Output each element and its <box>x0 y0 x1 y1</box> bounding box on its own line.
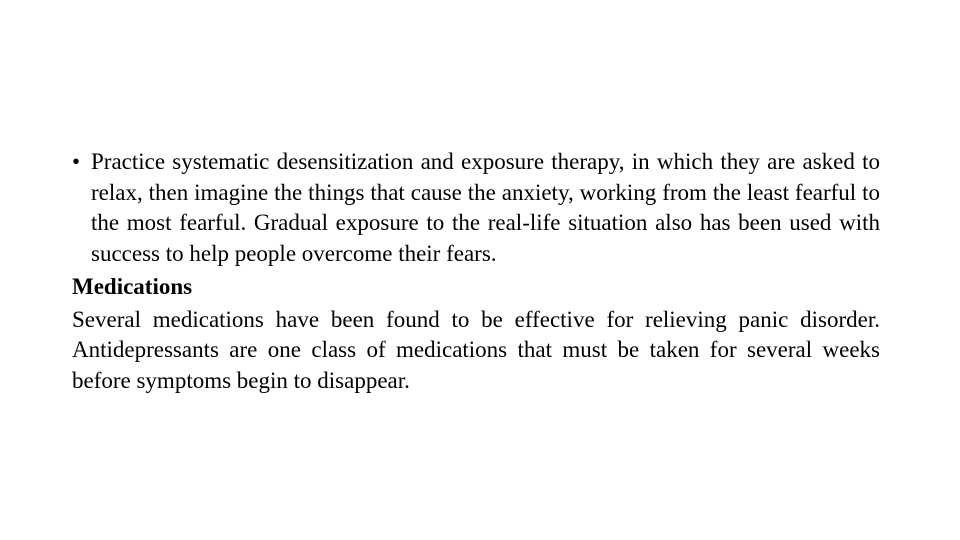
slide-content <box>72 147 880 396</box>
body-paragraph: Several medications have been found to be effective for relieving panic disorder. Antidepressants are one class of medications that must be taken for several weeks before symptoms begin to disappear. <box>72 306 880 393</box>
bullet-text: Practice systematic desensitization and exposure therapy, in which they are asked to relax, then imagine the things that cause the anxiety, working from the least fearful to the most fearful. Gradual exposure to the real-life situation also has been used with success to help people overcome their fears. <box>91 149 880 266</box>
bullet-item <box>72 147 880 269</box>
section-heading: Medications <box>72 274 193 299</box>
bullet-marker: • <box>72 149 81 174</box>
